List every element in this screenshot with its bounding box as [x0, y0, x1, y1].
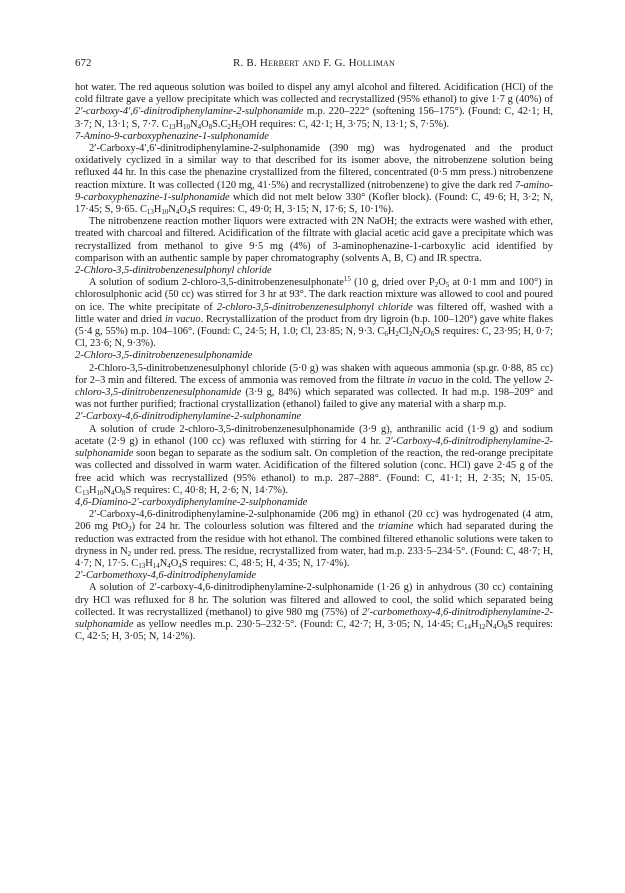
section-heading: 2′-Carboxy-4,6-dinitrodiphenylamine-2-sulphonamine	[75, 411, 302, 423]
article-body	[75, 82, 553, 643]
section-heading: 2-Chloro-3,5-dinitrobenzenesulphonyl chloride	[75, 265, 272, 277]
body-paragraph: hot water. The red aqueous solution was boiled to dispel any amyl alcohol and filtered. Acidification (HCl) of the cold filtrate gave a yellow precipitate which was collected and recrystallized (95% ethanol) to give 1·7 g (40%) of 2′-carboxy-4′,6′-dinitrodiphenylamine-2-sulphonamide m.p. 220–222° (softening 156–175°). (Found: C, 42·1; H, 3·7; N, 13·1; S, 7·7. $C_{13}H_{10}N_4O_8S.C_2H_5OH$ requires: C, 42·1; H, 3·75; N, 13·1; S, 7·5%).	[75, 82, 553, 131]
section-heading: 2′-Carbomethoxy-4,6-dinitrodiphenylamide	[75, 570, 257, 582]
body-paragraph: 2′-Carboxy-4,6-dinitrodiphenylamine-2-sulphonamide (206 mg) in ethanol (20 cc) was hydrogenated (4 atm, 206 mg PtO$_2$) for 24 hr. The colourless solution was filtered and the triamine which had separated during the reduction was extracted from the residue with hot ethanol. The combined filtered ethanolic solutions were taken to dryness in $N_2$ under red. press. The residue, recrystallized from water, had m.p. 233·5–234·5°. (Found: C, 48·7; H, 4·7; N, 17·5. $C_{13}H_{14}N_4O_4S$ requires: C, 48·5; H, 4·35; N, 17·4%).	[75, 509, 553, 570]
page-number: 672	[75, 57, 92, 69]
body-paragraph: 2-Chloro-3,5-dinitrobenzenesulphonyl chloride (5·0 g) was shaken with aqueous ammonia (sp.gr. 0·88, 85 cc) for 2–3 min and filtered. The excess of ammonia was removed from the filtrate in vacuo in the cold. The yellow 2-chloro-3,5-dinitrobenzenesulphonamide (3·9 g, 84%) which separated was collected. It had m.p. 198–209° and was not further purified; fractional crystallization (ethanol) failed to give any material with a sharp m.p.	[75, 362, 553, 411]
body-paragraph: A solution of 2′-carboxy-4,6-dinitrodiphenylamine-2-sulphonamide (1·26 g) in anhydrous (30 cc) containing dry HCl was refluxed for 8 hr. The solution was filtered and allowed to cool, the solid which separated being collected. It was recrystallized (methanol) to give 980 mg (75%) of 2′-carbomethoxy-4,6-dinitrodiphenylamine-2-sulphonamide as yellow needles m.p. 230·5–232·5°. (Found: C, 42·7; H, 3·05; N, 14·45; $C_{14}H_{12}N_4O_8S$ requires: C, 42·5; H, 3·05; N, 14·2%).	[75, 582, 553, 643]
section-heading: 2-Chloro-3,5-dinitrobenzenesulphonamide	[75, 350, 253, 362]
body-paragraph: A solution of crude 2-chloro-3,5-dinitrobenzenesulphonamide (3·9 g), anthranilic acid (1·9 g) and sodium acetate (2·9 g) in ethanol (100 cc) was refluxed with stirring for 4 hr. 2′-Carboxy-4,6-dinitrodiphenylamine-2-sulphonamide soon began to separate as the sodium salt. On completion of the reaction, the red-orange precipitate was collected and dissolved in warm water. Acidification of the filtered solution (conc. HCl) gave 2·45 g of the free acid which was recrystallized (95% ethanol) to m.p. 287–288°. (Found: C, 41·1; H, 2·35; N, 15·05. $C_{13}H_{10}N_4O_8S$ requires: C, 40·8; H, 2·6; N, 14·7%).	[75, 423, 553, 497]
body-paragraph: 2′-Carboxy-4′,6′-dinitrodiphenylamine-2-sulphonamide (390 mg) was hydrogenated and the product oxidatively cyclized in a similar way to that described for its isomer above, the nitrobenzene solution being refluxed 44 hr. In this case the phenazine crystallized from the filtered, concentrated (0·5 mm press.) nitrobenzene reaction mixture. It was collected (120 mg, 41·5%) and recrystallized (nitrobenzene) to give the dark red 7-amino-9-carboxyphenazine-1-sulphonamide which did not melt below 330° (Kofler block). (Found: C, 49·6; H, 3·2; N, 17·45; S, 9·65. $C_{13}H_{10}N_4O_4S$ requires: C, 49·0; H, 3·15; N, 17·6; S, 10·1%).	[75, 143, 553, 217]
body-paragraph: The nitrobenzene reaction mother liquors were extracted with 2N NaOH; the extracts were washed with ether, treated with charcoal and filtered. Acidification of the filtrate with glacial acetic acid gave a precipitate which was recrystallized from methanol to give 9·5 mg (4%) of 3-aminophenazine-1-carboxylic acid identified by comparison with an authentic sample by paper chromatography (solvents A, B, C) and IR spectra.	[75, 216, 553, 264]
running-head: R. B. Herbert and F. G. Holliman	[232, 57, 396, 69]
section-heading: 4,6-Diamino-2′-carboxydiphenylamine-2-sulphonamide	[75, 496, 308, 508]
body-paragraph: A solution of sodium 2-chloro-3,5-dinitrobenzenesulphonate$^{15}$ (10 g, dried over $P_2O_5$ at 0·1 mm and 100°) in chlorosulphonic acid (50 cc) was stirred for 3 hr at 93°. The dark reaction mixture was allowed to cool and poured on ice. The white precipitate of 2-chloro-3,5-dinitrobenzenesulphonyl chloride was filtered off, washed with a little water and dried in vacuo. Recrystallization of the product from dry ligroin (b.p. 100–120°) gave white flakes (5·4 g, 55%) m.p. 104–106°. (Found: C, 24·5; H, 1.0; Cl, 23·85; N, 9·3. $C_6H_2Cl_2N_2O_6S$ requires: C, 23·95; H, 0·7; Cl, 23·6; N, 9·3%).	[75, 275, 553, 350]
page-header	[75, 57, 553, 71]
section-heading: 7-Amino-9-carboxyphenazine-1-sulphonamide	[75, 130, 269, 142]
